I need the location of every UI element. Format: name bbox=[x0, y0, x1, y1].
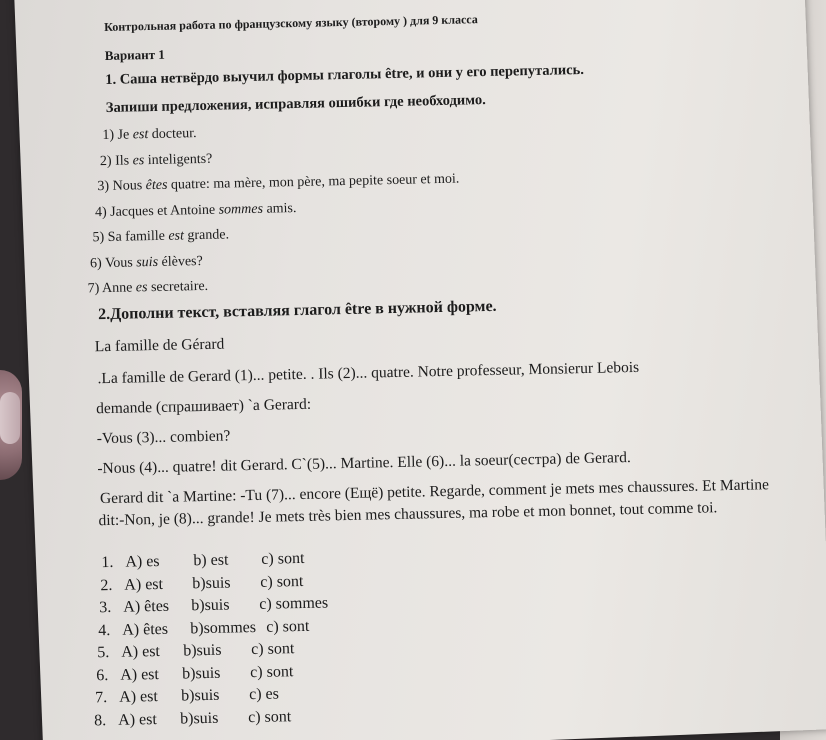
sentence-rest: élèves? bbox=[161, 253, 203, 270]
sentence-number: 4) bbox=[94, 204, 111, 220]
task1-title: 1. Саша нетвёрдо выучил формы глаголы être, и они у его перепутались. bbox=[105, 61, 585, 88]
sentence-verb: sommes bbox=[218, 201, 264, 218]
option-number: 8. bbox=[93, 711, 107, 729]
sentence-verb: est bbox=[168, 228, 185, 244]
sentence-verb: êtes bbox=[145, 177, 168, 194]
sentence-subject: Jacques et Antoine bbox=[110, 202, 219, 220]
sentence-verb: es bbox=[135, 280, 148, 296]
option-number: 7. bbox=[95, 689, 108, 707]
task1-instruction: Запиши предложения, исправляя ошибки где необходимо. bbox=[105, 92, 486, 116]
sentence-number: 5) bbox=[92, 229, 108, 246]
sentence-verb: suis bbox=[136, 254, 159, 270]
option-a: A) êtes bbox=[122, 620, 169, 639]
option-a: A) es bbox=[125, 552, 160, 571]
sentence-rest: docteur. bbox=[151, 126, 197, 143]
option-c: c) sont bbox=[260, 572, 304, 591]
sentence-subject: Je bbox=[117, 127, 133, 143]
option-c: c) sont bbox=[261, 549, 305, 568]
option-number: 6. bbox=[96, 666, 109, 684]
option-c: c) sont bbox=[266, 617, 310, 636]
paragraph-line: -Nous (4)... quatre! dit Gerard. C`(5)... Martine. Elle (6)... la soeur(сестра) de Gerard. bbox=[97, 449, 631, 478]
paragraph-line: Gerard dit `a Martine: -Tu (7)... encore (Ещё) petite. Regarde, comment je mets mes chaussures. Et Martine bbox=[99, 476, 770, 508]
option-number: 4. bbox=[98, 621, 111, 639]
sentence-rest: grande. bbox=[187, 227, 230, 244]
sentence-verb: es bbox=[132, 152, 145, 168]
option-b: b)suis bbox=[191, 596, 230, 615]
option-a: A) est bbox=[124, 575, 164, 594]
option-c: c) es bbox=[248, 685, 280, 704]
sentence-subject: Sa famille bbox=[107, 228, 169, 245]
worksheet-header: Контрольная работа по французскому языку (второму ) для 9 класса bbox=[104, 12, 478, 34]
sentence-item bbox=[90, 253, 203, 271]
sentence-item bbox=[92, 227, 229, 246]
option-a: A) êtes bbox=[123, 597, 170, 616]
option-c: c) sommes bbox=[259, 594, 329, 613]
option-b: b)suis bbox=[180, 686, 220, 705]
sentence-number: 3) bbox=[97, 178, 113, 195]
sentence-item bbox=[102, 126, 196, 144]
sentence-rest: quatre: ma mère, mon père, ma pepite soeur et moi. bbox=[170, 171, 460, 193]
fingernail bbox=[0, 392, 20, 444]
option-c: c) sont bbox=[250, 662, 294, 681]
sentence-number: 2) bbox=[99, 153, 116, 169]
option-b: b)suis bbox=[192, 573, 231, 592]
sentence-subject: Ils bbox=[114, 152, 133, 169]
paragraph-line: -Vous (3)... combien? bbox=[96, 427, 231, 448]
text-title: La famille de Gérard bbox=[94, 335, 225, 356]
option-b: b)suis bbox=[182, 664, 221, 683]
sentence-number: 6) bbox=[89, 255, 106, 271]
paragraph-line: dit:-Non, je (8)... grande! Je mets très bien mes chaussures, ma robe et mon bonnet, tout comme toi. bbox=[98, 499, 718, 530]
sentence-item bbox=[100, 151, 213, 169]
option-b: b)suis bbox=[179, 709, 219, 728]
option-a: A) est bbox=[120, 665, 160, 684]
option-number: 3. bbox=[99, 598, 112, 617]
sentence-rest: secretaire. bbox=[150, 278, 209, 296]
paragraph-line: .La famille de Gerard (1)... petite. . Ils (2)... quatre. Notre professeur, Monsierur Lebois bbox=[97, 358, 640, 388]
option-c: c) sont bbox=[247, 707, 292, 726]
sentence-subject: Vous bbox=[104, 254, 137, 271]
sentence-verb: est bbox=[132, 127, 149, 143]
sentence-number: 1) bbox=[102, 127, 118, 144]
variant-label: Вариант 1 bbox=[104, 46, 165, 63]
sentence-subject: Nous bbox=[112, 178, 146, 194]
sentence-subject: Anne bbox=[101, 280, 136, 297]
sentence-item bbox=[87, 279, 208, 298]
option-number: 1. bbox=[101, 553, 114, 572]
task2-title: 2.Дополни текст, вставляя глагол être в нужной форме. bbox=[97, 297, 497, 324]
paragraph-line: demande (спрашивает) `a Gerard: bbox=[95, 395, 312, 418]
option-a: A) est bbox=[117, 710, 157, 729]
sentence-number: 7) bbox=[87, 281, 103, 297]
option-number: 2. bbox=[100, 576, 113, 594]
option-a: A) est bbox=[121, 642, 161, 661]
option-number: 5. bbox=[97, 644, 110, 662]
option-b: b)suis bbox=[183, 641, 222, 660]
sentence-rest: inteligents? bbox=[147, 151, 213, 168]
option-b: b)sommes bbox=[190, 618, 257, 637]
option-b: b) est bbox=[193, 551, 229, 570]
option-a: A) est bbox=[119, 688, 159, 706]
sentence-rest: amis. bbox=[266, 200, 297, 217]
option-c: c) sont bbox=[251, 640, 295, 659]
